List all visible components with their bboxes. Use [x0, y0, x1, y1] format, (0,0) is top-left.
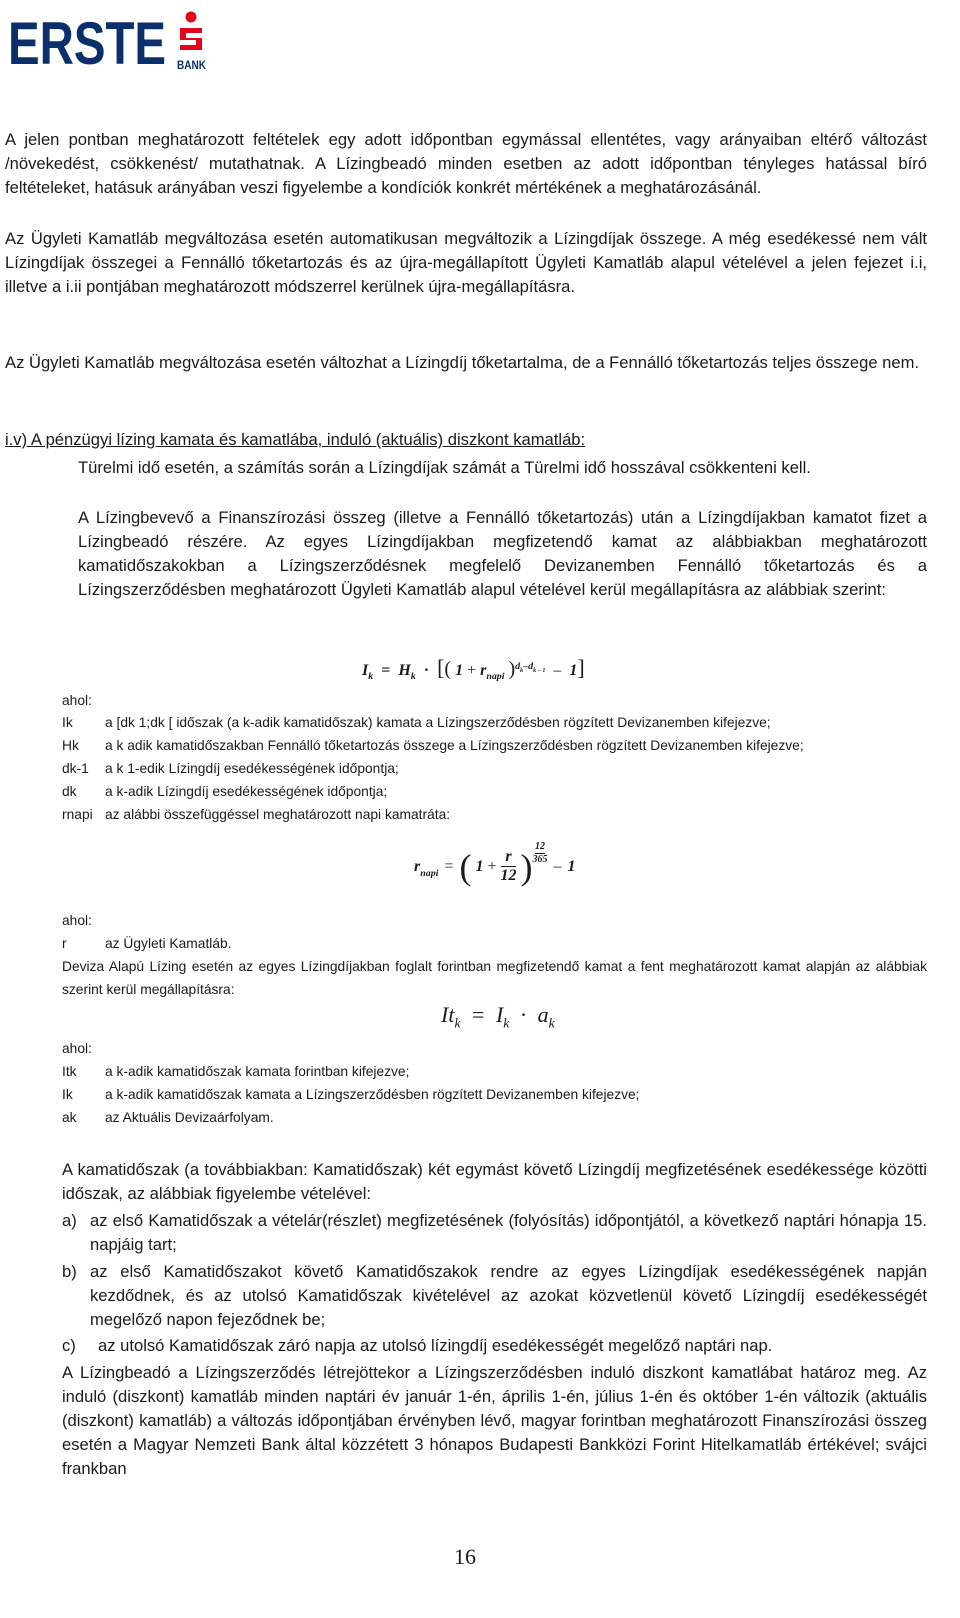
page-number: 16 [454, 1544, 476, 1569]
erste-bank-logo [8, 8, 208, 72]
list-item-a: a) az első Kamatidőszak a vételár(részlet) megfizetésének (folyósítás) időpontjától, a következő naptári hónapja 15. napjáig tart; [62, 1211, 927, 1254]
where-label-2: ahol: [62, 913, 92, 928]
section-heading: i.v) A pénzügyi lízing kamata és kamatlába, induló (aktuális) diszkont kamatláb: [5, 430, 586, 449]
definition-row: ak az Aktuális Devizaárfolyam. [62, 1110, 274, 1125]
paragraph-conditions: A jelen pontban meghatározott feltételek egy adott időpontban egymással ellentétes, vagy arányaiban eltérő változást /növekedést, csökkenést/ mutathatnak. A Lízingbeadó minden esetben az adott időpontban tényleges hatással bíró feltételeket, hatásuk arányában veszi figyelembe a kondíciók konkrét mértékének a meghatározásánál. [5, 130, 927, 197]
where-label-3: ahol: [62, 1041, 92, 1056]
paragraph-interest-payment: A Lízingbevevő a Finanszírozási összeg (illetve a Fennálló tőketartozás) után a Lízingdíjakban kamatot fizet a Lízingbeadó részére. Az egyes Lízingdíjakban megfizetendő kamat az alábbiakban meghatározott kamatidőszakokban a Lízingszerződésnek megfelelő Devizanemben Fennálló tőketartozás és a Lízingszerződésben meghatározott Ügyleti Kamatláb alapul vételével kerül megállapításra az alábbiak szerint: [78, 508, 927, 599]
svg-text:BANK: BANK [177, 58, 207, 72]
definitions-list-3 [62, 1060, 927, 1129]
where-label-1: ahol: [62, 693, 92, 708]
definition-row: r az Ügyleti Kamatláb. [62, 936, 232, 951]
definition-row: dk a k-adik Lízingdíj esedékességének időpontja; [62, 784, 388, 799]
list-item-c: c) az utolsó Kamatidőszak záró napja az utolsó lízingdíj esedékességét megelőző naptári nap. [62, 1336, 773, 1355]
formula-interest: $I_k = H_k$ · [( $1 + r_{napi}$ )$^{d_k-d_{k - 1}}$ – 1] [362, 655, 585, 683]
definition-row: Ik a [dk 1;dk [ időszak (a k-adik kamatidőszak) kamata a Lízingszerződésben rögzített Devizanemben kifejezve; [62, 715, 771, 730]
list-item-b: b) az első Kamatidőszakot követő Kamatidőszakok rendre az egyes Lízingdíjak esedékességének napján kezdődnek, és az utolsó Kamatidőszak kivételével az azokat közvetlenül követő Lízingdíj esedékességét megelőző napon fejeződnek be; [62, 1262, 927, 1329]
definition-row: Itk a k-adik kamatidőszak kamata forintban kifejezve; [62, 1064, 410, 1079]
svg-text:ERSTE: ERSTE [8, 10, 166, 72]
erste-logo-graphic [8, 8, 208, 72]
formula-forint-interest: $It_k = I_k \cdot a_k$ [441, 1002, 555, 1031]
definition-row: rnapi az alábbi összefüggéssel meghatározott napi kamatráta: [62, 807, 451, 822]
definitions-list-2 [62, 932, 927, 955]
definition-row: Hk a k adik kamatidőszakban Fennálló tőketartozás összege a Lízingszerződésben rögzített Devizanemben kifejezve; [62, 738, 804, 753]
definition-row: dk-1 a k 1-edik Lízingdíj esedékességének időpontja; [62, 761, 399, 776]
paragraph-rate-change: Az Ügyleti Kamatláb megváltozása esetén automatikusan megváltozik a Lízingdíjak összege. A még esedékessé nem vált Lízingdíjak összegei a Fennálló tőketartozás és az újra-megállapított Ügyleti Kamatláb alapul vételével a jelen fejezet i.i, illetve a i.ii pontjában meghatározott módszerrel kerülnek újra-megállapításra. [5, 229, 927, 296]
definition-row: Ik a k-adik kamatidőszak kamata a Lízingszerződésben rögzített Devizanemben kifejezve; [62, 1087, 640, 1102]
paragraph-forex-interest: Deviza Alapú Lízing esetén az egyes Lízingdíjakban foglalt forintban megfizetendő kamat a fent meghatározott kamat alapján az alábbiak szerint kerül megállapításra: [62, 959, 927, 997]
paragraph-grace-period: Türelmi idő esetén, a számítás során a Lízingdíjak számát a Türelmi idő hosszával csökkenteni kell. [78, 458, 811, 477]
paragraph-interest-period: A kamatidőszak (a továbbiakban: Kamatidőszak) két egymást követő Lízingdíj megfizetésének esedékessége közötti időszak, az alábbiak figyelembe vételével: [62, 1160, 927, 1203]
formula-daily-rate: r $_{napi}$ = ( 1 + $\frac{r}{12}$ ) 12 365 – 1 [414, 841, 576, 887]
definitions-list-1 [62, 711, 927, 826]
paragraph-principal: Az Ügyleti Kamatláb megváltozása esetén változhat a Lízingdíj tőketartalma, de a Fennálló tőketartozás teljes összege nem. [5, 353, 920, 372]
paragraph-discount-rate: A Lízingbeadó a Lízingszerződés létrejöttekor a Lízingszerződésben induló diszkont kamatlábat határoz meg. Az induló (diszkont) kamatláb minden naptári év január 1-én, április 1-én, július 1-én és október 1-én változik (aktuális (diszkont) kamatláb) a változás időpontjában érvényben lévő, magyar forintban meghatározott Finanszírozási összeg esetén a Magyar Nemzeti Bank által közzétett 3 hónapos Budapesti Bankközi Forint Hitelkamatláb értékével; svájci frankban [62, 1363, 927, 1478]
